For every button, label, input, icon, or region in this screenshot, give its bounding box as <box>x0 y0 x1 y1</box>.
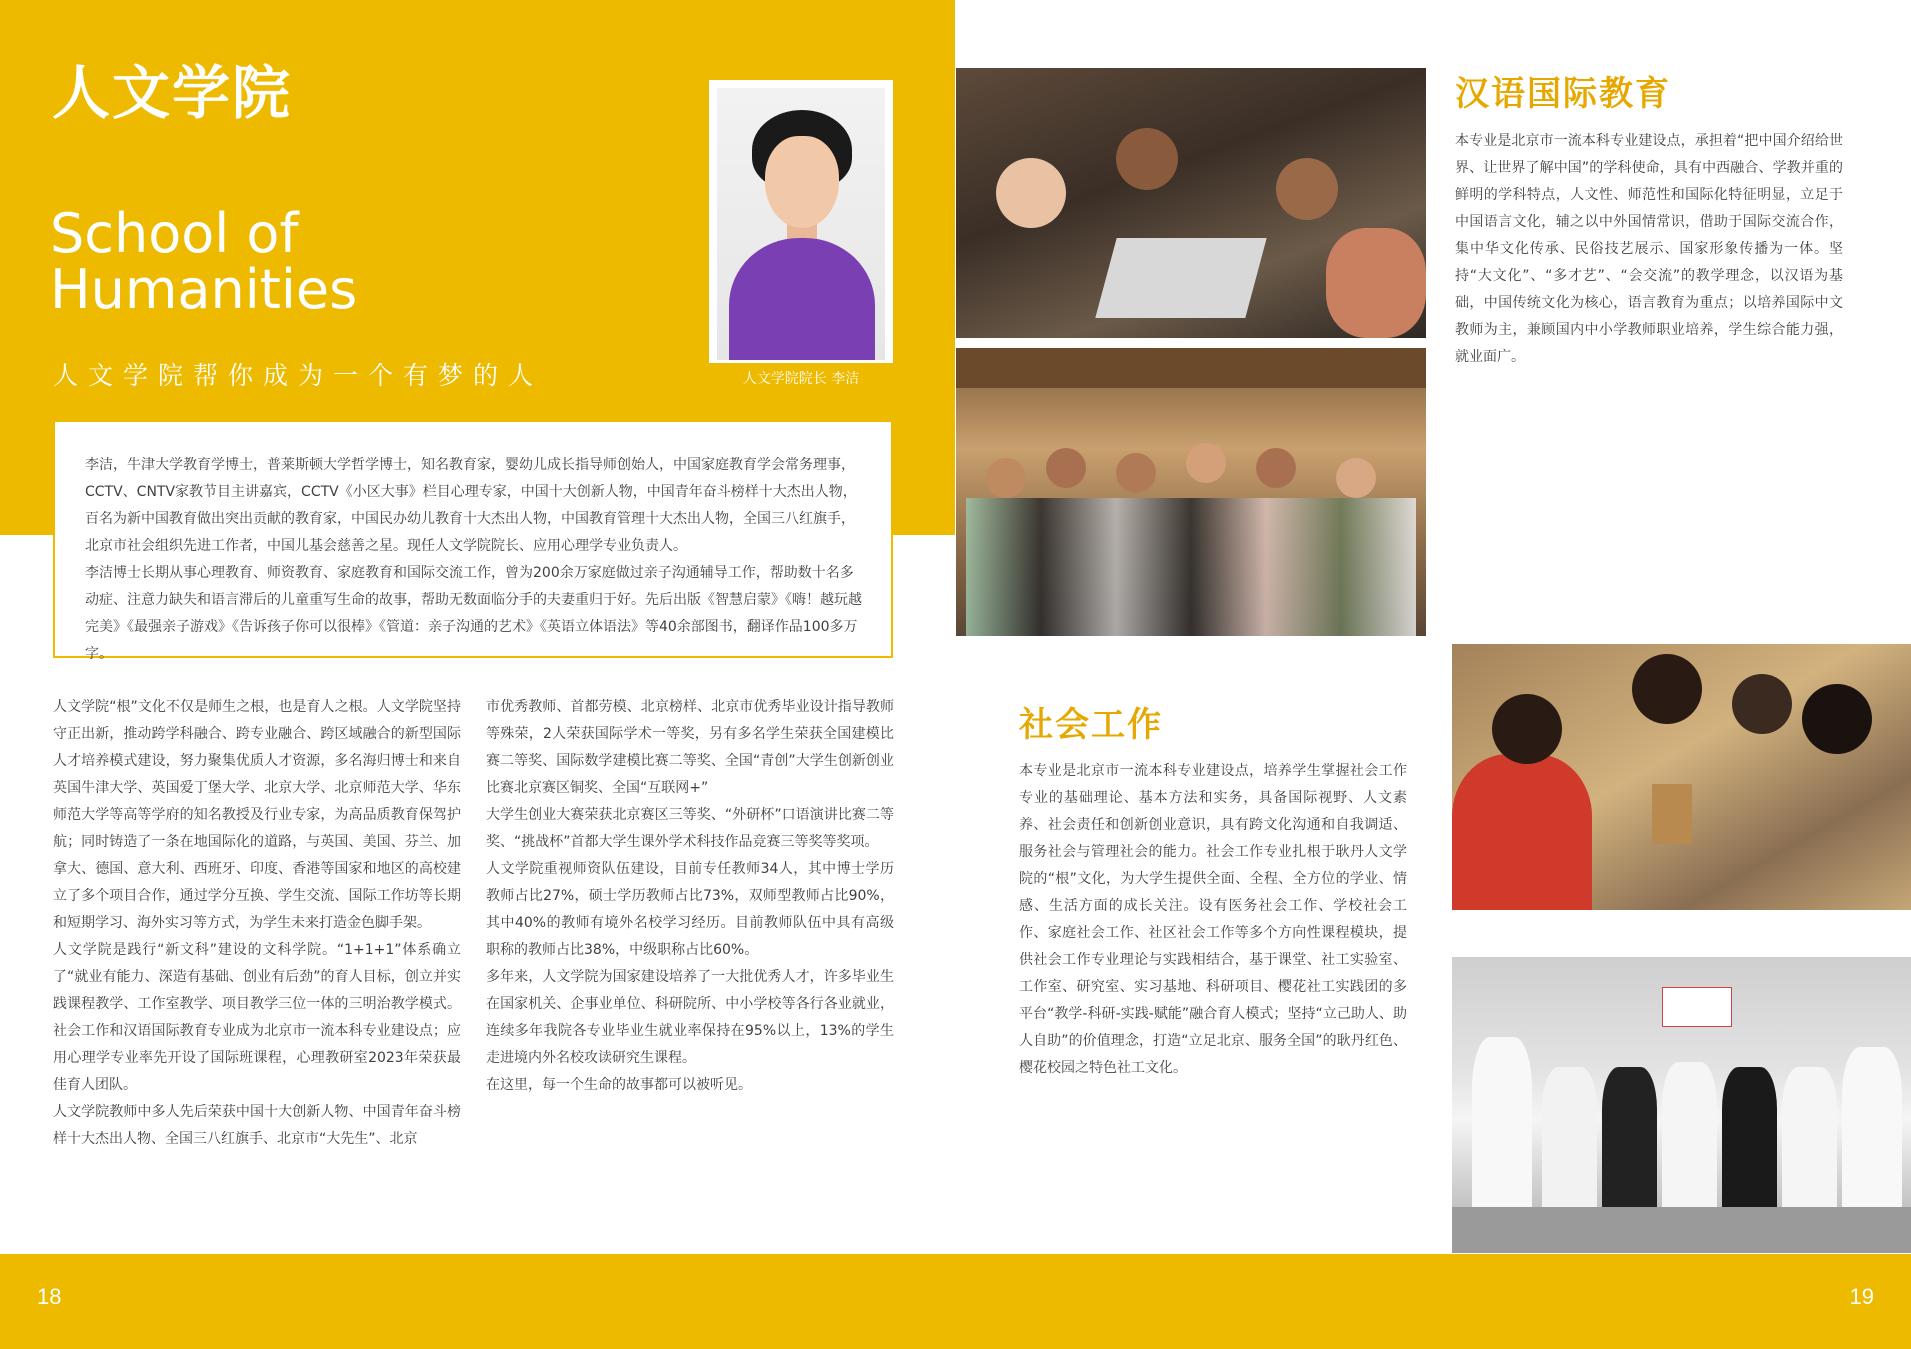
section-text-social-work <box>1019 758 1407 1082</box>
bio-paragraph: 李洁博士长期从事心理教育、师资教育、家庭教育和国际交流工作，曾为200余万家庭做过亲子沟通辅导工作，帮助数十名多动症、注意力缺失和语言滞后的儿童重写生命的故事，帮助无数面临分手的夫妻重归于好。先后出版《智慧启蒙》《嗨！越玩越完美》《最强亲子游戏》《告诉孩子你可以很棒》《管道：亲子沟通的艺术》《英语立体语法》等40余部图书，翻译作品100多万字。 <box>85 565 862 662</box>
body-column-1 <box>53 694 461 1153</box>
slogan: 人文学院帮你成为一个有梦的人 <box>53 361 544 390</box>
page-title-en <box>50 202 358 322</box>
photo-classroom-discussion <box>956 68 1426 338</box>
page-title-cn: 人文学院 <box>52 59 293 127</box>
page-number-left: 18 <box>37 1284 62 1309</box>
section-paragraph: 本专业是北京市一流本科专业建设点，承担着“把中国介绍给世界、让世界了解中国”的学科使命，具有中西融合、学教并重的鲜明的学科特点，人文性、师范性和国际化特征明显，立足于中国语言文化，辅之以中外国情常识，借助于国际交流合作，集中华文化传承、民俗技艺展示、国家形象传播为一体。坚持“大文化”、“多才艺”、“会交流”的教学理念，以汉语为基础，中国传统文化为核心，语言教育为重点；以培养国际中文教师为主，兼顾国内中小学教师职业培养，学生综合能力强，就业面广。 <box>1455 133 1843 365</box>
body-paragraph: 人文学院教师中多人先后荣获中国十大创新人物、中国青年奋斗榜样十大杰出人物、全国三八红旗手、北京市“大先生”、北京 <box>53 1104 461 1147</box>
footer-band <box>0 1254 1911 1349</box>
section-title-social-work: 社会工作 <box>1019 705 1163 745</box>
body-paragraph: 在这里，每一个生命的故事都可以被听见。 <box>486 1077 752 1093</box>
body-paragraph: 人文学院是践行“新文科”建设的文科学院。“1+1+1”体系确立了“就业有能力、深造有基础、创业有后劲”的育人目标，创立并实践课程教学、工作室教学、项目教学三位一体的三明治教学模式。社会工作和汉语国际教育专业成为北京市一流本科专业建设点；应用心理学专业率先开设了国际班课程，心理教研室2023年荣获最佳育人团队。 <box>53 942 461 1093</box>
section-text-chinese-intl-education <box>1455 128 1843 371</box>
body-column-2 <box>486 694 894 1099</box>
dean-bio-box <box>53 420 893 662</box>
section-paragraph: 本专业是北京市一流本科专业建设点，培养学生掌握社会工作专业的基础理论、基本方法和实务，具备国际视野、人文素养、社会责任和创新创业意识，具有跨文化沟通和自我调适、服务社会与管理社会的能力。社会工作专业扎根于耿丹人文学院的“根”文化，为大学生提供全面、全程、全方位的学业、情感、生活方面的成长关注。设有医务社会工作、学校社会工作、家庭社会工作、社区社会工作等多个方向性课程模块，提供社会工作专业理论与实践相结合，基于课堂、社工实验室、工作室、研究室、实习基地、科研项目、樱花社工实践团的多平台“教学-科研-实践-赋能”融合育人模式；坚持“立己助人、助人自助”的价值理念，打造“立足北京、服务全国”的耿丹红色、樱花校园之特色社工文化。 <box>1019 763 1407 1076</box>
dean-portrait-frame <box>709 80 893 363</box>
photo-children-activity <box>1452 644 1911 910</box>
page-title-en-line1: School of <box>50 202 299 265</box>
body-paragraph: 人文学院重视师资队伍建设，目前专任教师34人，其中博士学历教师占比27%，硕士学历教师占比73%，双师型教师占比90%，其中40%的教师有境外名校学习经历。目前教师队伍中具有高级职称的教师占比38%，中级职称占比60%。 <box>486 861 894 958</box>
photo-social-work-team <box>1452 957 1911 1253</box>
body-paragraph: 多年来，人文学院为国家建设培养了一大批优秀人才，许多毕业生在国家机关、企事业单位、科研院所、中小学校等各行各业就业，连续多年我院各专业毕业生就业率保持在95%以上，13%的学生走进境内外名校攻读研究生课程。 <box>486 969 894 1066</box>
dean-portrait-caption: 人文学院院长 李洁 <box>742 371 860 387</box>
body-paragraph: 大学生创业大赛荣获北京赛区三等奖、“外研杯”口语演讲比赛二等奖、“挑战杯”首都大学生课外学术科技作品竞赛三等奖等奖项。 <box>486 807 894 850</box>
bio-paragraph: 李洁，牛津大学教育学博士，普莱斯顿大学哲学博士，知名教育家，婴幼儿成长指导师创始人，中国家庭教育学会常务理事，CCTV、CNTV家教节目主讲嘉宾，CCTV《小区大事》栏目心理专家，中国十大创新人物，中国青年奋斗榜样十大杰出人物，百名为新中国教育做出突出贡献的教育家，中国民办幼儿教育十大杰出人物，中国教育管理十大杰出人物，全国三八红旗手，北京市社会组织先进工作者，中国儿基会慈善之星。现任人文学院院长、应用心理学专业负责人。 <box>85 457 857 554</box>
page-title-en-line2: Humanities <box>50 258 358 322</box>
dean-portrait-image <box>717 88 885 360</box>
photo-group-students <box>956 348 1426 636</box>
section-title-chinese-intl-education: 汉语国际教育 <box>1455 74 1671 114</box>
body-paragraph: 市优秀教师、首都劳模、北京榜样、北京市优秀毕业设计指导教师等殊荣，2人荣获国际学术一等奖，另有多名学生荣获全国建模比赛二等奖、国际数学建模比赛二等奖、全国“青创”大学生创新创业比赛北京赛区铜奖、全国“互联网+” <box>486 699 894 796</box>
page-number-right: 19 <box>1849 1284 1874 1309</box>
body-paragraph: 人文学院“根”文化不仅是师生之根，也是育人之根。人文学院坚持守正出新，推动跨学科融合、跨专业融合、跨区域融合的新型国际人才培养模式建设，努力聚集优质人才资源，多名海归博士和来自英国牛津大学、英国爱丁堡大学、北京大学、北京师范大学、华东师范大学等高等学府的知名教授及行业专家，为高品质教育保驾护航；同时铸造了一条在地国际化的道路，与英国、美国、芬兰、加拿大、德国、意大利、西班牙、印度、香港等国家和地区的高校建立了多个项目合作，通过学分互换、学生交流、国际工作坊等长期和短期学习、海外实习等方式，为学生未来打造金色脚手架。 <box>53 699 461 931</box>
